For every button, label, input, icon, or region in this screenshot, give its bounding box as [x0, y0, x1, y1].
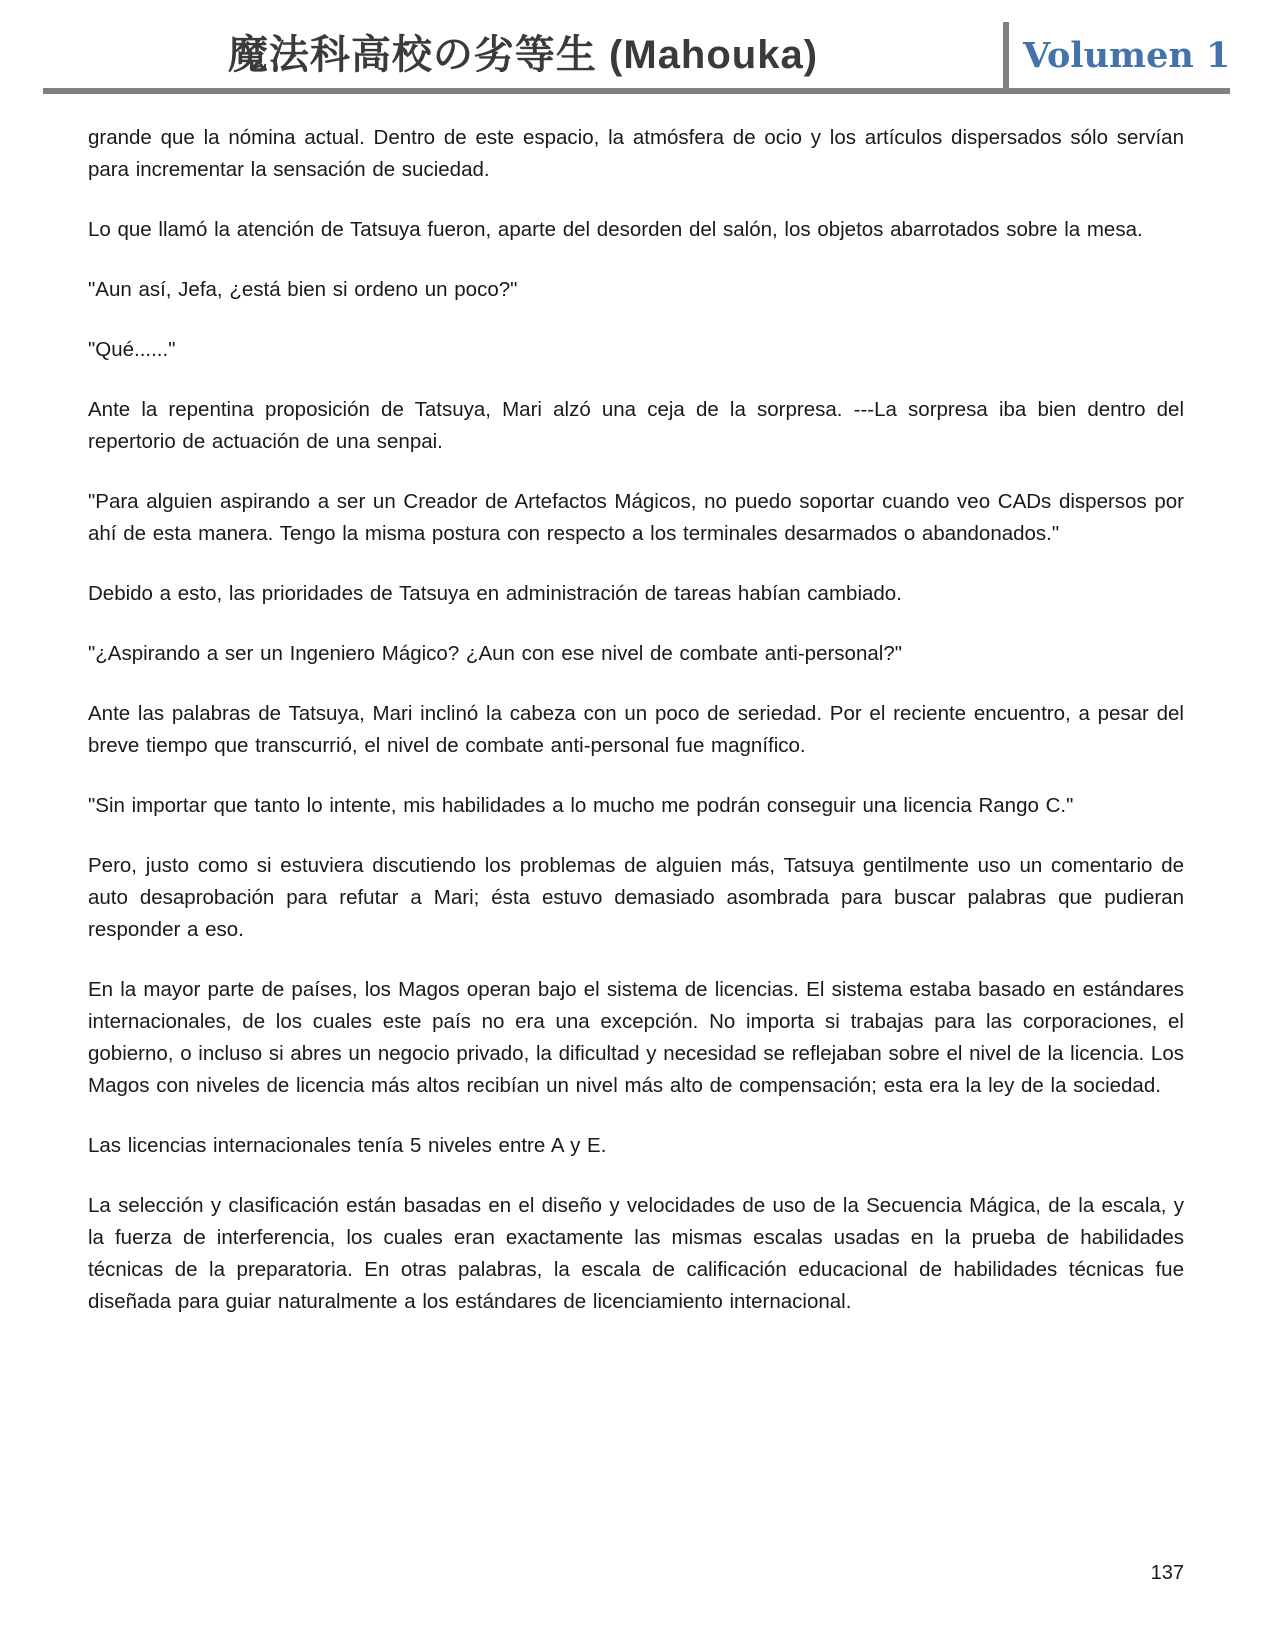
page-body	[88, 122, 1184, 1346]
paragraph-4: "Qué......"	[88, 338, 176, 361]
paragraph-7: Debido a esto, las prioridades de Tatsuya en administración de tareas habían cambiado.	[88, 582, 902, 605]
paragraph-9: Ante las palabras de Tatsuya, Mari inclinó la cabeza con un poco de seriedad. Por el reciente encuentro, a pesar del breve tiempo que transcurrió, el nivel de combate anti-personal fue magnífico.	[88, 702, 1184, 757]
page-number: 137	[1150, 1562, 1184, 1584]
paragraph-12: En la mayor parte de países, los Magos operan bajo el sistema de licencias. El sistema estaba basado en estándares internacionales, de los cuales este país no era una excepción. No importa si trabajas para las corporaciones, el gobierno, o incluso si abres un negocio privado, la dificultad y necesidad se reflejaban sobre el nivel de la licencia. Los Magos con niveles de licencia más altos recibían un nivel más alto de compensación; esta era la ley de la sociedad.	[88, 978, 1184, 1097]
paragraph-13: Las licencias internacionales tenía 5 niveles entre A y E.	[88, 1134, 607, 1157]
header-title-cell	[43, 23, 1003, 88]
paragraph-3: "Aun así, Jefa, ¿está bien si ordeno un poco?"	[88, 278, 518, 301]
paragraph-5: Ante la repentina proposición de Tatsuya, Mari alzó una ceja de la sorpresa. ---La sorpresa iba bien dentro del repertorio de actuación de una senpai.	[88, 398, 1184, 453]
header-volume-cell	[1003, 22, 1230, 88]
paragraph-2: Lo que llamó la atención de Tatsuya fueron, aparte del desorden del salón, los objetos abarrotados sobre la mesa.	[88, 218, 1143, 241]
paragraph-11: Pero, justo como si estuviera discutiendo los problemas de alguien más, Tatsuya gentilmente uso un comentario de auto desaprobación para refutar a Mari; ésta estuvo demasiado asombrada para buscar palabras que pudieran responder a eso.	[88, 854, 1184, 941]
paragraph-6: "Para alguien aspirando a ser un Creador de Artefactos Mágicos, no puedo soportar cuando veo CADs dispersos por ahí de esta manera. Tengo la misma postura con respecto a los terminales desarmados o abandonados."	[88, 490, 1184, 545]
page-header	[43, 0, 1230, 94]
volume-label: Volumen 1	[1023, 34, 1231, 76]
paragraph-10: "Sin importar que tanto lo intente, mis habilidades a lo mucho me podrán conseguir una licencia Rango C."	[88, 794, 1074, 817]
document-title: 魔法科高校の劣等生 (Mahouka)	[227, 33, 819, 77]
paragraph-8: "¿Aspirando a ser un Ingeniero Mágico? ¿Aun con ese nivel de combate anti-personal?"	[88, 642, 902, 665]
paragraph-1: grande que la nómina actual. Dentro de este espacio, la atmósfera de ocio y los artículos dispersados sólo servían para incrementar la sensación de suciedad.	[88, 126, 1184, 181]
paragraph-14: La selección y clasificación están basadas en el diseño y velocidades de uso de la Secuencia Mágica, de la escala, y la fuerza de interferencia, los cuales eran exactamente las mismas escalas usadas en la prueba de habilidades técnicas de la preparatoria. En otras palabras, la escala de calificación educacional de habilidades técnicas fue diseñada para guiar naturalmente a los estándares de licenciamiento internacional.	[88, 1194, 1184, 1313]
